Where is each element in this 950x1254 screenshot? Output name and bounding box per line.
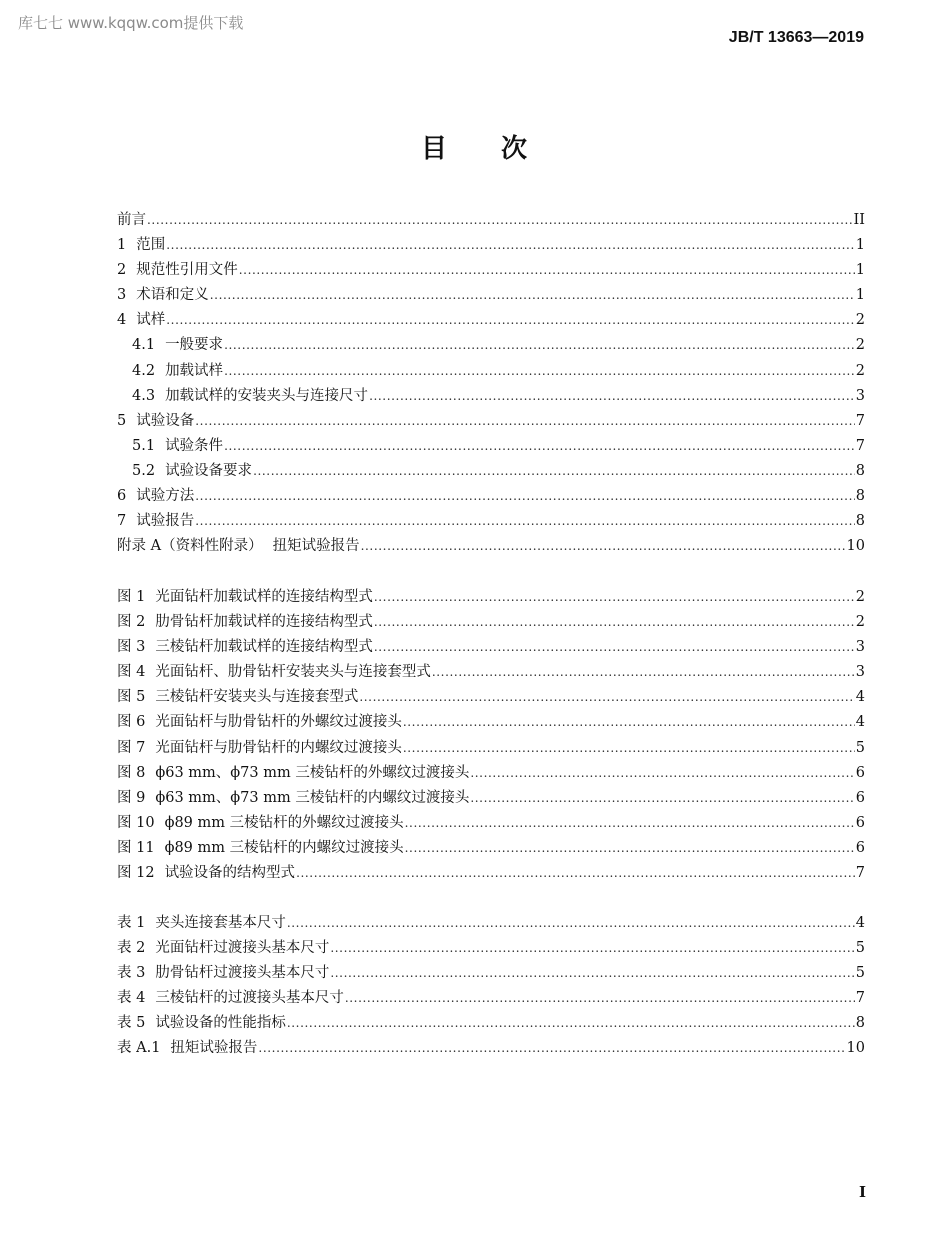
table-entry[interactable] [117,936,865,961]
toc-entry[interactable] [117,233,865,258]
dot-leader [374,610,855,635]
toc-entry[interactable] [117,484,865,509]
figure-entry[interactable] [117,761,865,786]
figure-entry-label [117,861,295,886]
figure-entry-page: 3 [855,639,865,656]
toc-entry-number: 4.2 [132,362,156,379]
toc-entry[interactable] [117,333,865,358]
toc-entry-page: 8 [855,513,865,530]
toc-entry-number: 附录 A（资料性附录） [117,538,263,555]
toc-entry-number: 前言 [117,212,146,228]
dot-leader [361,534,846,559]
figure-entry-label [117,685,358,710]
toc-entry[interactable] [117,258,865,283]
toc-entry-title: 试验设备要求 [165,462,253,479]
toc-entry-label [132,434,223,459]
figure-entry-title: 光面钻杆、肋骨钻杆安装夹头与连接套型式 [155,664,431,681]
toc-entry-label [132,359,223,384]
toc-entry-page: 8 [855,462,865,479]
figure-entry-title: ϕ63 mm、ϕ73 mm 三棱钻杆的内螺纹过渡接头 [155,789,470,806]
title-char-2: 次 [501,134,530,164]
toc-entry-label [117,258,238,283]
watermark-text: 库七七 www.kqqw.com提供下载 [18,14,244,32]
figure-entry-number: 图 8 [117,764,146,781]
figure-entry[interactable] [117,836,865,861]
toc-entry-title: 试验设备 [136,412,195,429]
table-entry-number: 表 3 [117,965,146,982]
toc-entry-page: 2 [855,337,865,354]
dot-leader [345,986,855,1011]
toc-entry[interactable] [117,434,865,459]
dot-leader [470,786,854,811]
figure-entry-number: 图 6 [117,714,146,731]
toc-entry-number: 1 [117,237,127,254]
toc-entry-title: 试验条件 [165,437,224,454]
toc-entry-page: 1 [855,237,865,254]
figure-entry[interactable] [117,861,865,886]
table-entry[interactable] [117,1011,865,1036]
toc-entry-number: 5.1 [132,437,156,454]
table-entry-title: 光面钻杆过渡接头基本尺寸 [155,940,330,957]
toc-entry-page: 10 [846,538,865,555]
figure-entry-page: 3 [855,664,865,681]
dot-leader [258,1036,845,1061]
table-entry-number: 表 2 [117,940,146,957]
table-entry[interactable] [117,1036,865,1061]
table-entry-number: 表 A.1 [117,1040,161,1057]
toc-entry-number: 7 [117,513,127,530]
table-entry[interactable] [117,986,865,1011]
standard-code: JB/T 13663—2019 [728,29,864,46]
dot-leader [432,660,855,685]
table-entry-title: 三棱钻杆的过渡接头基本尺寸 [155,990,344,1007]
toc-entry-label [132,384,368,409]
dot-leader [296,861,855,886]
toc-entry[interactable] [117,384,865,409]
figure-entry-number: 图 10 [117,814,155,831]
table-entry-number: 表 1 [117,915,146,931]
dot-leader [374,635,855,660]
toc-entry-page: 1 [855,262,865,279]
figure-entry-page: 6 [855,839,865,856]
figure-entry[interactable] [117,710,865,735]
toc-entry-number: 6 [117,488,127,505]
dot-leader [166,308,855,333]
toc-entry-title: 加载试样 [165,362,224,379]
toc-entry-label [117,283,209,308]
dot-leader [287,1011,855,1036]
table-entry-page: 5 [855,965,865,982]
toc-entry-title: 范围 [136,237,166,254]
dot-leader [405,836,855,861]
dot-leader [147,208,853,233]
table-entry-title: 试验设备的性能指标 [155,1015,286,1032]
toc-entry[interactable] [117,359,865,384]
figure-entry-title: 试验设备的结构型式 [164,865,296,882]
figure-entry-number: 图 11 [117,839,155,856]
table-entry-label [117,1011,286,1036]
figure-entry-title: 光面钻杆与肋骨钻杆的外螺纹过渡接头 [155,714,402,731]
figure-entry-page: 6 [855,814,865,831]
figure-entry-page: 2 [855,589,865,605]
toc-entry-page: 1 [855,287,865,304]
toc-entry[interactable] [117,409,865,434]
figure-entry[interactable] [117,786,865,811]
toc-entry-number: 4 [117,312,127,329]
toc-entry-title: 扭矩试验报告 [272,538,360,555]
figure-entry-number: 图 3 [117,639,146,656]
figure-entry-page: 6 [855,789,865,806]
toc-entry[interactable] [117,459,865,484]
table-entry-page: 10 [846,1040,865,1057]
figure-entry-label [117,660,431,685]
toc-entry-title: 试验方法 [136,488,195,505]
table-entry-page: 8 [855,1015,865,1032]
toc-entry-label [132,459,252,484]
figure-entry-page: 7 [855,865,865,882]
toc-entry-label [117,534,360,559]
figure-entry-label [117,610,373,635]
figure-entry-page: 2 [855,614,865,631]
figure-entry-title: 三棱钻杆安装夹头与连接套型式 [155,689,359,706]
figure-entry-title: ϕ89 mm 三棱钻杆的外螺纹过渡接头 [164,814,404,831]
toc-entry-label [117,509,194,534]
toc-entry-number: 5.2 [132,462,156,479]
toc-entry-label [132,333,223,358]
figure-entry[interactable] [117,610,865,635]
toc-figures-list [117,585,865,886]
figure-entry-page: 5 [855,739,865,756]
toc-entry[interactable] [117,534,865,559]
figure-entry[interactable] [117,685,865,710]
table-entry-label [117,961,329,986]
table-entry-label [117,986,344,1011]
toc-tables-list [117,911,865,1062]
toc-entry-label [117,233,165,258]
table-entry-number: 表 4 [117,990,146,1007]
toc-entry-title: 加载试样的安装夹头与连接尺寸 [165,387,369,404]
dot-leader [224,434,855,459]
toc-entry-number: 2 [117,262,127,279]
dot-leader [405,811,855,836]
toc-entry-number: 4.1 [132,337,156,354]
table-entry-title: 扭矩试验报告 [170,1040,258,1057]
figure-entry-number: 图 1 [117,589,146,605]
table-entry-page: 7 [855,990,865,1007]
toc-entry-number: 4.3 [132,387,156,404]
table-entry[interactable] [117,961,865,986]
dot-leader [330,961,854,986]
dot-leader [224,333,855,358]
figure-entry-label [117,710,402,735]
page-title [0,128,950,165]
dot-leader [195,409,855,434]
dot-leader [403,736,855,761]
toc-entry-page: 7 [855,437,865,454]
toc-main-list [117,208,865,559]
figure-entry[interactable] [117,736,865,761]
dot-leader [359,685,854,710]
figure-entry-label [117,736,402,761]
toc-entry-number: 5 [117,412,127,429]
dot-leader [166,233,855,258]
toc-entry-page: II [853,212,865,228]
dot-leader [239,258,855,283]
figure-entry-number: 图 7 [117,739,146,756]
dot-leader [195,509,855,534]
figure-entry-label [117,585,373,610]
figure-entry-title: 肋骨钻杆加载试样的连接结构型式 [155,614,373,631]
toc-entry-title: 一般要求 [165,337,224,354]
toc-entry-title: 试验报告 [136,513,195,530]
table-entry-label [117,911,286,936]
table-entry-title: 肋骨钻杆过渡接头基本尺寸 [155,965,330,982]
figure-entry-page: 6 [855,764,865,781]
toc-entry[interactable] [117,208,865,233]
figure-entry-label [117,811,404,836]
dot-leader [403,710,855,735]
table-entry-label [117,936,329,961]
figure-entry[interactable] [117,635,865,660]
figure-entry-label [117,761,469,786]
table-entry[interactable] [117,911,865,936]
figure-entry-title: 光面钻杆与肋骨钻杆的内螺纹过渡接头 [155,739,402,756]
table-entry-number: 表 5 [117,1015,146,1032]
figure-entry-number: 图 2 [117,614,146,631]
figure-entry-page: 4 [855,714,865,731]
figure-entry-title: 光面钻杆加载试样的连接结构型式 [155,589,373,605]
dot-leader [195,484,855,509]
figure-entry-label [117,836,404,861]
toc-entry-page: 2 [855,312,865,329]
figure-entry-number: 图 12 [117,865,155,882]
dot-leader [330,936,854,961]
toc-entry-page: 2 [855,362,865,379]
dot-leader [470,761,854,786]
toc-entry-label [117,308,165,333]
figure-entry[interactable] [117,660,865,685]
toc-entry[interactable] [117,283,865,308]
title-char-1: 目 [420,134,449,164]
figure-entry-label [117,635,373,660]
table-entry-title: 夹头连接套基本尺寸 [155,915,286,931]
toc-entry[interactable] [117,308,865,333]
toc-entry[interactable] [117,509,865,534]
toc-entry-label [117,208,146,233]
toc-entry-number: 3 [117,287,127,304]
figure-entry[interactable] [117,585,865,610]
toc-entry-page: 3 [855,387,865,404]
figure-entry-title: 三棱钻杆加载试样的连接结构型式 [155,639,373,656]
dot-leader [374,585,855,610]
figure-entry-label [117,786,469,811]
table-entry-label [117,1036,257,1061]
dot-leader [210,283,855,308]
toc-entry-label [117,409,194,434]
toc-entry-label [117,484,194,509]
figure-entry[interactable] [117,811,865,836]
toc-entry-page: 8 [855,488,865,505]
figure-entry-page: 4 [855,689,865,706]
dot-leader [224,359,855,384]
toc-entry-page: 7 [855,412,865,429]
toc-entry-title: 试样 [136,312,166,329]
figure-entry-number: 图 4 [117,664,146,681]
toc-entry-title: 术语和定义 [136,287,209,304]
page-number: I [858,1183,866,1201]
figure-entry-title: ϕ89 mm 三棱钻杆的内螺纹过渡接头 [164,839,404,856]
figure-entry-number: 图 5 [117,689,146,706]
figure-entry-number: 图 9 [117,789,146,806]
table-entry-page: 5 [855,940,865,957]
dot-leader [287,911,855,936]
table-entry-page: 4 [855,915,865,931]
dot-leader [369,384,855,409]
figure-entry-title: ϕ63 mm、ϕ73 mm 三棱钻杆的外螺纹过渡接头 [155,764,470,781]
dot-leader [253,459,855,484]
toc-entry-title: 规范性引用文件 [136,262,238,279]
